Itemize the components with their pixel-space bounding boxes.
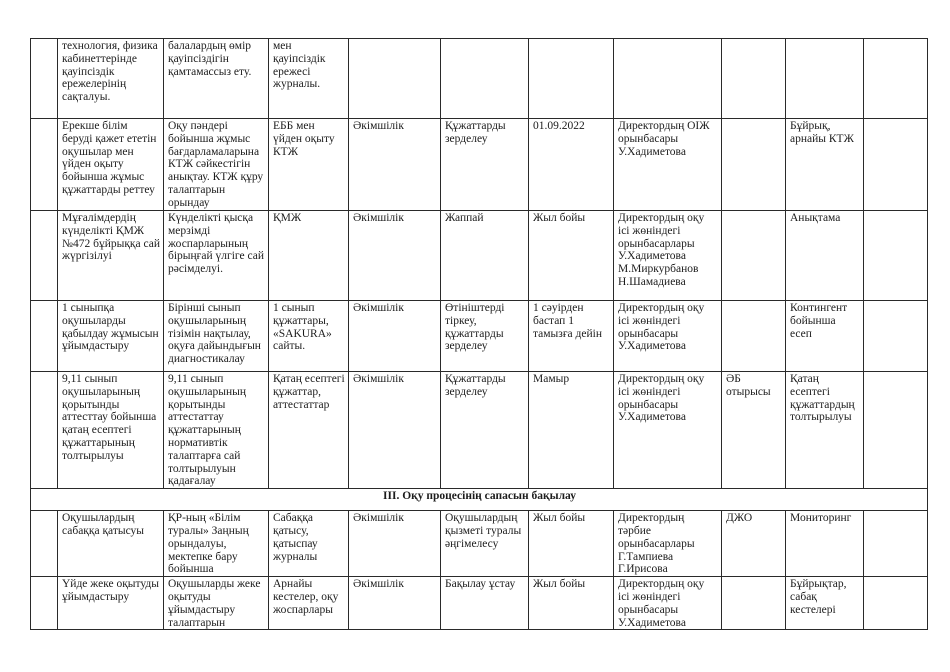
table-cell [349,39,441,119]
table-row [31,301,928,372]
table-cell [31,577,58,630]
table-cell: Мұғалімдердің күнделікті ҚМЖ №472 бұйрыққа сай жүргізілуі [58,211,164,301]
table-cell: Арнайы кестелер, оқу жоспарлары [269,577,349,630]
table-cell: Әкімшілік [349,119,441,211]
table-cell [31,301,58,372]
table-cell: Директордың оқу ісі жөніндегі орынбасарлары У.Хадиметова М.Миркурбанов Н.Шамадиева [614,211,722,301]
table-cell: Әкімшілік [349,577,441,630]
table-cell: Әкімшілік [349,211,441,301]
table-row [31,577,928,630]
table-cell: ӘБ отырысы [722,372,786,489]
table-cell: 9,11 сынып оқушыларының қорытынды аттесттау бойынша қатаң есептегі құжаттарының толтырылуы [58,372,164,489]
table-cell [722,39,786,119]
table-cell: Өтініштерді тіркеу, құжаттарды зерделеу [441,301,529,372]
table-cell [722,577,786,630]
table-cell [864,119,928,211]
table-cell: Қатаң есептегі құжаттардың толтырылуы [786,372,864,489]
work-plan-table [30,38,928,630]
table-cell: Оқушыларды жеке оқытуды ұйымдастыру талаптарын [164,577,269,630]
table-cell: Қатаң есептегі құжаттар, аттестаттар [269,372,349,489]
table-cell: Құжаттарды зерделеу [441,372,529,489]
table-cell: Бақылау ұстау [441,577,529,630]
table-cell: Әкімшілік [349,372,441,489]
table-cell: ҚМЖ [269,211,349,301]
table-cell [529,39,614,119]
table-cell: Жаппай [441,211,529,301]
table-cell [864,372,928,489]
table-cell: Директордың оқу ісі жөніндегі орынбасары У.Хадиметова [614,301,722,372]
table-cell [31,119,58,211]
table-cell: Әкімшілік [349,301,441,372]
table-cell: Ерекше білім беруді қажет ететін оқушылар мен үйден оқыту бойынша жұмыс құжаттарды реттеу [58,119,164,211]
table-cell: Анықтама [786,211,864,301]
table-cell: Директордың оқу ісі жөніндегі орынбасары У.Хадиметова [614,372,722,489]
table-cell: ДЖО [722,511,786,577]
table-cell: Үйде жеке оқытуды ұйымдастыру [58,577,164,630]
table-cell [614,39,722,119]
table-cell: балалардың өмір қауіпсіздігін қамтамассыз ету. [164,39,269,119]
table-cell: Оқушылардың қызметі туралы әңгімелесу [441,511,529,577]
table-cell: 01.09.2022 [529,119,614,211]
table-cell [864,211,928,301]
table-cell [864,301,928,372]
section-row [31,489,928,511]
table-cell [31,372,58,489]
table-cell: Бұйрық, арнайы КТЖ [786,119,864,211]
table-cell [864,39,928,119]
table-cell: Бірінші сынып оқушыларының тізімін нақтылау, оқуға дайындығын диагностикалау [164,301,269,372]
table-cell: 1 сынып құжаттары, «SAKURA» сайты. [269,301,349,372]
table-cell: Мамыр [529,372,614,489]
table-cell: 1 сыныпқа оқушыларды қабылдау жұмысын ұйымдастыру [58,301,164,372]
table-cell: Сабаққа қатысу, қатыспау журналы [269,511,349,577]
table-cell [864,577,928,630]
table-cell [31,511,58,577]
table-cell: 1 сәуірден бастап 1 тамызға дейін [529,301,614,372]
table-cell [441,39,529,119]
table-cell [722,119,786,211]
table-cell: Әкімшілік [349,511,441,577]
table-cell: Оқушылардың сабаққа қатысуы [58,511,164,577]
table-row [31,511,928,577]
table-cell: Мониторинг [786,511,864,577]
table-cell [722,211,786,301]
table-cell [31,39,58,119]
table-cell: ЕББ мен үйден оқыту КТЖ [269,119,349,211]
table-cell [722,301,786,372]
section-header: III. Оқу процесінің сапасын бақылау [31,489,928,511]
table-cell: Жыл бойы [529,211,614,301]
table-cell: Жыл бойы [529,511,614,577]
table-row [31,211,928,301]
table-cell: Құжаттарды зерделеу [441,119,529,211]
table-cell: Директордың ОІЖ орынбасары У.Хадиметова [614,119,722,211]
table-row [31,119,928,211]
table-cell: Контингент бойынша есеп [786,301,864,372]
table-cell: Бұйрықтар, сабақ кестелері [786,577,864,630]
table-cell: мен қауіпсіздік ережесі журналы. [269,39,349,119]
table-cell: Директордың тәрбие орынбасарлары Г.Тампиева Г.Ирисова [614,511,722,577]
table-cell [864,511,928,577]
table-row [31,39,928,119]
table-cell: Директордың оқу ісі жөніндегі орынбасары У.Хадиметова [614,577,722,630]
table-row [31,372,928,489]
table-cell: Жыл бойы [529,577,614,630]
table-cell: технология, физика кабинеттерінде қауіпсіздік ережелерінің сақталуы. [58,39,164,119]
table-cell [31,211,58,301]
table-cell: Оқу пәндері бойынша жұмыс бағдарламаларына КТЖ сәйкестігін анықтау. КТЖ құру талаптарын орындау [164,119,269,211]
table-cell: Күнделікті қысқа мерзімді жоспарларының бірыңғай үлгіге сай рәсімделуі. [164,211,269,301]
table-cell: 9,11 сынып оқушыларының қорытынды аттестаттау құжаттарының нормативтік талаптарға сай толтырылуын қадағалау [164,372,269,489]
table-cell: ҚР-ның «Білім туралы» Заңның орындалуы, мектепке бару бойынша [164,511,269,577]
table-cell [786,39,864,119]
